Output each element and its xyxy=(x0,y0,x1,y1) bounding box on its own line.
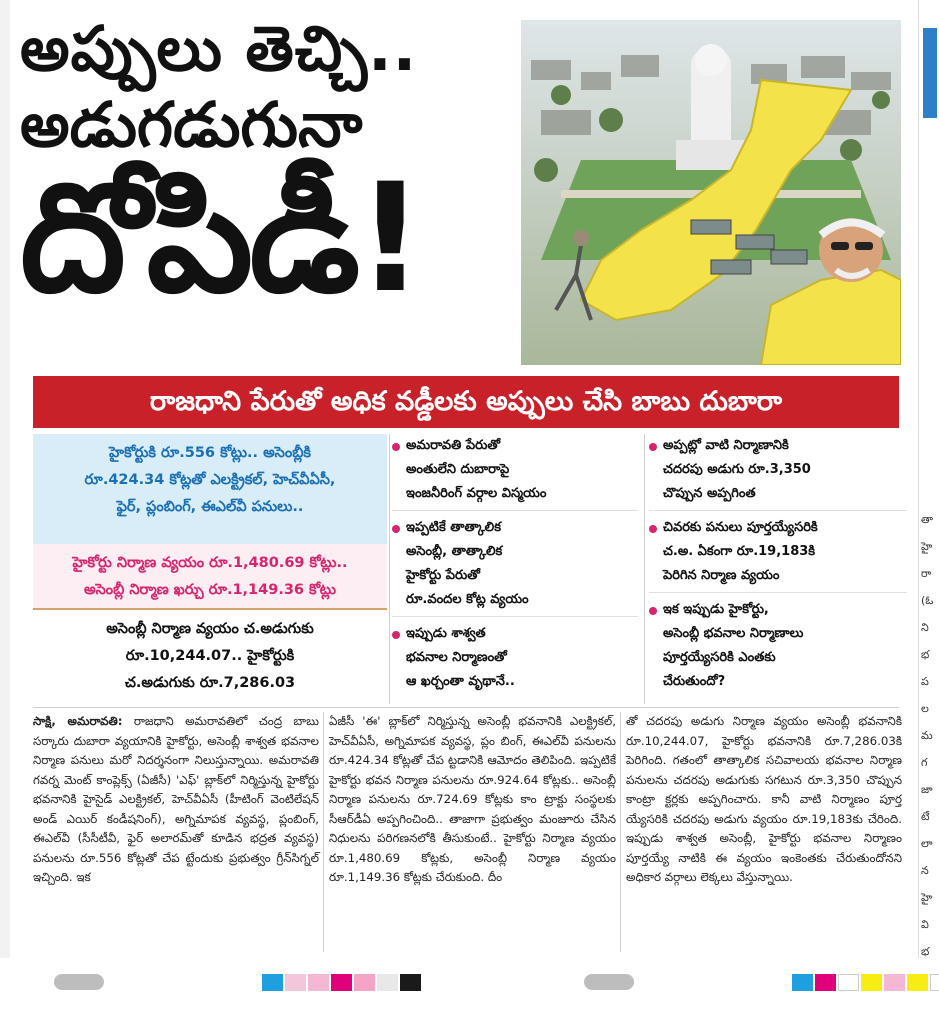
headline-line-2: అడుగడుగునా xyxy=(20,88,363,161)
highlight-line: హైకోర్టు నిర్మాణ వ్యయం రూ.1,480.69 కోట్లు.. xyxy=(72,555,348,571)
color-swatch xyxy=(262,974,283,991)
adjacent-column-text xyxy=(921,506,939,1019)
aerial-photo-illustration xyxy=(521,20,901,365)
left-gutter xyxy=(0,0,10,960)
bullet-line: అంతులేని దుబారాపై xyxy=(406,462,510,477)
highlight-line: ఫైర్, ప్లంబింగ్, ఈఎల్‌వీ పనులు.. xyxy=(116,499,304,515)
bullet-line: చదరపు అడుగు రూ.3,350 xyxy=(663,462,811,477)
bullet-item xyxy=(392,622,638,698)
section-divider xyxy=(33,707,899,708)
color-swatch xyxy=(884,974,905,991)
bullet-line: చేరుతుందో? xyxy=(663,674,726,689)
color-swatch xyxy=(838,974,859,991)
bullet-line: అమరావతి పేరుతో xyxy=(406,438,501,453)
article-text: తో చదరపు అడుగు నిర్మాణ వ్యయం అసెంబ్లీ భవనానికి రూ.10,244.07, హైకోర్టు భవనానికి రూ.7,286.03కి పెరిగింది. గతంలో తాత్కాలిక సచివాలయ భవనాల నిర్మాణ పనులను చదరపు అడుగుకు సగటున రూ.3,350 చొప్పున కాంట్రా క్టర్లకు అప్పగించారు. కానీ వాటి నిర్మాణం పూర్త య్యేసరికి చదరపు అడుగు వ్యయం రూ.19,183కు చేరింది. ఇప్పుడు శాశ్వత అసెంబ్లీ, హైకోర్టు భవనాల నిర్మాణం పూర్తయ్యే నాటికి ఈ వ్యయం ఇంకెంతకు చేరుతుందోనని అధికార వర్గాలు లెక్కలు వేస్తున్నాయి. xyxy=(626,714,902,884)
bullet-line: అసెంబ్లీ, తాత్కాలిక xyxy=(406,544,503,559)
bullet-line: రూ.వందల కోట్ల వ్యయం xyxy=(406,592,529,607)
adjacent-column-fragment: ల xyxy=(921,702,929,715)
adjacent-column-fragment: లా xyxy=(921,837,933,850)
dateline: సాక్షి, అమరావతి: xyxy=(33,714,123,728)
bullet-list-2 xyxy=(649,434,907,703)
bullet-line: చొప్పున అప్పగింత xyxy=(663,486,756,501)
headline-line-3: దోపిడీ! xyxy=(20,152,421,326)
bullet-line: పెరిగిన నిర్మాణ వ్యయం xyxy=(663,568,780,583)
adjacent-column-fragment: న xyxy=(921,864,929,877)
adjacent-column-fragment: ప xyxy=(921,675,929,688)
article-column-1 xyxy=(33,712,319,888)
adjacent-column-fragment: ని xyxy=(921,621,929,634)
highlight-line: హైకోర్టుకి రూ.556 కోట్లు.. అసెంబ్లీకి xyxy=(109,445,311,461)
bullet-item xyxy=(392,516,638,617)
bullet-list-1 xyxy=(392,434,638,703)
adjacent-column-fragment: గ xyxy=(921,756,928,769)
color-swatch xyxy=(861,974,882,991)
highlight-black xyxy=(33,610,387,703)
color-swatch xyxy=(930,974,939,991)
bullet-line: అసెంబ్లీ భవనాల నిర్మాణాలు xyxy=(663,626,804,641)
color-swatch xyxy=(354,974,375,991)
adjacent-column-edge xyxy=(918,0,939,960)
column-divider xyxy=(323,712,324,952)
article-text: రాజధాని అమరావతిలో చంద్ర బాబు సర్కారు దుబారా వ్యయానికి హైకోర్టు, అసెంబ్లీ శాశ్వత భవనాల నిర్మాణ పనులు మరో నిదర్శనంగా నిలుస్తున్నాయి. అమరావతి గవర్న మెంట్ కాంప్లెక్స్ (ఏజీసీ) 'ఎఫ్' బ్లాక్‌లో నిర్మిస్తున్న హైకోర్టు భవనానికి హైసైడ్ ఎలక్ట్రికల్, హెచ్‌వీఏసీ (హీటింగ్ వెంటిలేషన్ అండ్ ఎయిర్ కండీషనింగ్), అగ్నిమాపక వ్యవస్థ, ప్లంబింగ్, ఈఎల్‌వీ (సీసీటీవీ, ఫైర్ అలారమ్‌తో కూడిన భద్రత వ్యవస్థ) పనులను రూ.556 కోట్లతో చేప ట్టేందుకు ప్రభుత్వం గ్రీన్‌సిగ్నల్ ఇచ్చింది. ఇక xyxy=(33,714,320,884)
bullet-item xyxy=(649,516,907,593)
bullet-line: పూర్తయ్యేసరికి ఎంతకు xyxy=(663,650,776,665)
adjacent-column-fragment: భ xyxy=(921,945,930,958)
highlight-blue xyxy=(33,434,387,544)
print-registration-strip xyxy=(0,958,939,1024)
column-divider xyxy=(620,712,621,952)
color-swatches-right xyxy=(792,974,939,991)
bullet-line: ఇక ఇప్పుడు హైకోర్టు, xyxy=(663,602,769,617)
color-swatch xyxy=(792,974,813,991)
highlight-line: అసెంబ్లీ నిర్మాణ వ్యయం చ.అడుగుకు xyxy=(106,621,314,637)
bullet-item xyxy=(392,434,638,511)
illustration-graphic xyxy=(521,20,901,365)
highlight-line: రూ.424.34 కోట్లతో ఎలక్ట్రికల్, హెచ్‌వీఏసీ, xyxy=(84,472,336,488)
headline xyxy=(20,12,515,363)
bullet-line: హైకోర్టు పేరుతో xyxy=(406,568,480,583)
bullet-item xyxy=(649,598,907,698)
registration-mark xyxy=(54,974,104,990)
adjacent-column-fragment: హై xyxy=(921,891,933,904)
color-swatch xyxy=(400,974,421,991)
highlight-line: అసెంబ్లీ నిర్మాణ ఖర్చు రూ.1,149.36 కోట్లు xyxy=(83,582,337,598)
color-swatch xyxy=(907,974,928,991)
highlight-line: రూ.10,244.07.. హైకోర్టుకి xyxy=(125,648,295,664)
column-divider xyxy=(644,434,645,704)
color-swatch xyxy=(815,974,836,991)
color-swatch xyxy=(285,974,306,991)
bullet-item xyxy=(649,434,907,511)
bullet-line: చ.అ. ఏకంగా రూ.19,183కి xyxy=(663,544,816,559)
adjacent-column-fragment: భ xyxy=(921,648,930,661)
bullet-line: అప్పట్లో వాటి నిర్మాణానికి xyxy=(663,438,789,453)
article-column-3 xyxy=(626,712,902,888)
adjacent-column-fragment: (ఓ xyxy=(921,594,934,607)
bullet-line: భవనాల నిర్మాణంతో xyxy=(406,650,507,665)
adjacent-column-fragment: హై xyxy=(921,540,933,553)
article-text: ఏజీసీ 'ఈ' బ్లాక్‌లో నిర్మిస్తున్న అసెంబ్లీ భవనానికి ఎలక్ట్రికల్, హెచ్‌వీఏసీ, అగ్నిమాపక వ్యవస్థ, ప్లం బింగ్, ఈఎల్‌వీ పనులను రూ.424.34 కోట్లతో చేప ట్టడానికి ఆమోదం తెలిపింది. ఇప్పటికే హైకోర్టు భవన నిర్మాణ పనులను రూ.924.64 కోట్లకు.. అసెంబ్లీ నిర్మాణ పనులను రూ.724.69 కోట్లకు కాం ట్రాక్టు సంస్థలకు సీఆర్‌డీఏ అప్పగించింది.. తాజాగా ప్రభుత్వం మంజూరు చేసిన నిధులను పరిగణనలోకి తీసుకుంటే.. హైకోర్టు నిర్మాణ వ్యయం రూ.1,480.69 కోట్లకు, అసెంబ్లీ నిర్మాణ వ్యయం రూ.1,149.36 కోట్లకు చేరుకుంది. దీం xyxy=(329,714,616,884)
bullet-line: ఇప్పటికే తాత్కాలిక xyxy=(406,520,501,535)
article-column-2 xyxy=(329,712,616,888)
bullet-line: ఇప్పుడు శాశ్వత xyxy=(406,626,486,641)
highlight-line: చ.అడుగుకు రూ.7,286.03 xyxy=(124,675,296,691)
color-swatch xyxy=(377,974,398,991)
adjacent-column-fragment: తా xyxy=(921,513,934,526)
headline-line-1: అప్పులు తెచ్చి.. xyxy=(20,12,418,85)
column-divider xyxy=(389,434,390,704)
adjacent-column-fragment: టే xyxy=(921,810,930,823)
adjacent-column-fragment: వి xyxy=(921,918,929,931)
adjacent-blue-bar xyxy=(923,28,937,118)
adjacent-column-fragment: మ xyxy=(921,729,933,742)
highlight-pink xyxy=(33,544,387,610)
color-swatch xyxy=(308,974,329,991)
adjacent-column-fragment: రా xyxy=(921,567,932,580)
registration-mark xyxy=(584,974,634,990)
bullet-line: ఇంజనీరింగ్ వర్గాల విస్మయం xyxy=(406,486,547,501)
adjacent-column-fragment: జా xyxy=(921,783,933,796)
bullet-line: చివరకు పనులు పూర్తయ్యేసరికి xyxy=(663,520,818,535)
color-swatch xyxy=(331,974,352,991)
subheadline-banner: రాజధాని పేరుతో అధిక వడ్డీలకు అప్పులు చేసి బాబు దుబారా xyxy=(33,376,899,428)
bullet-line: ఆ ఖర్చంతా వృథానే.. xyxy=(406,674,515,689)
highlight-box xyxy=(33,434,387,704)
color-swatches-left xyxy=(262,974,423,991)
